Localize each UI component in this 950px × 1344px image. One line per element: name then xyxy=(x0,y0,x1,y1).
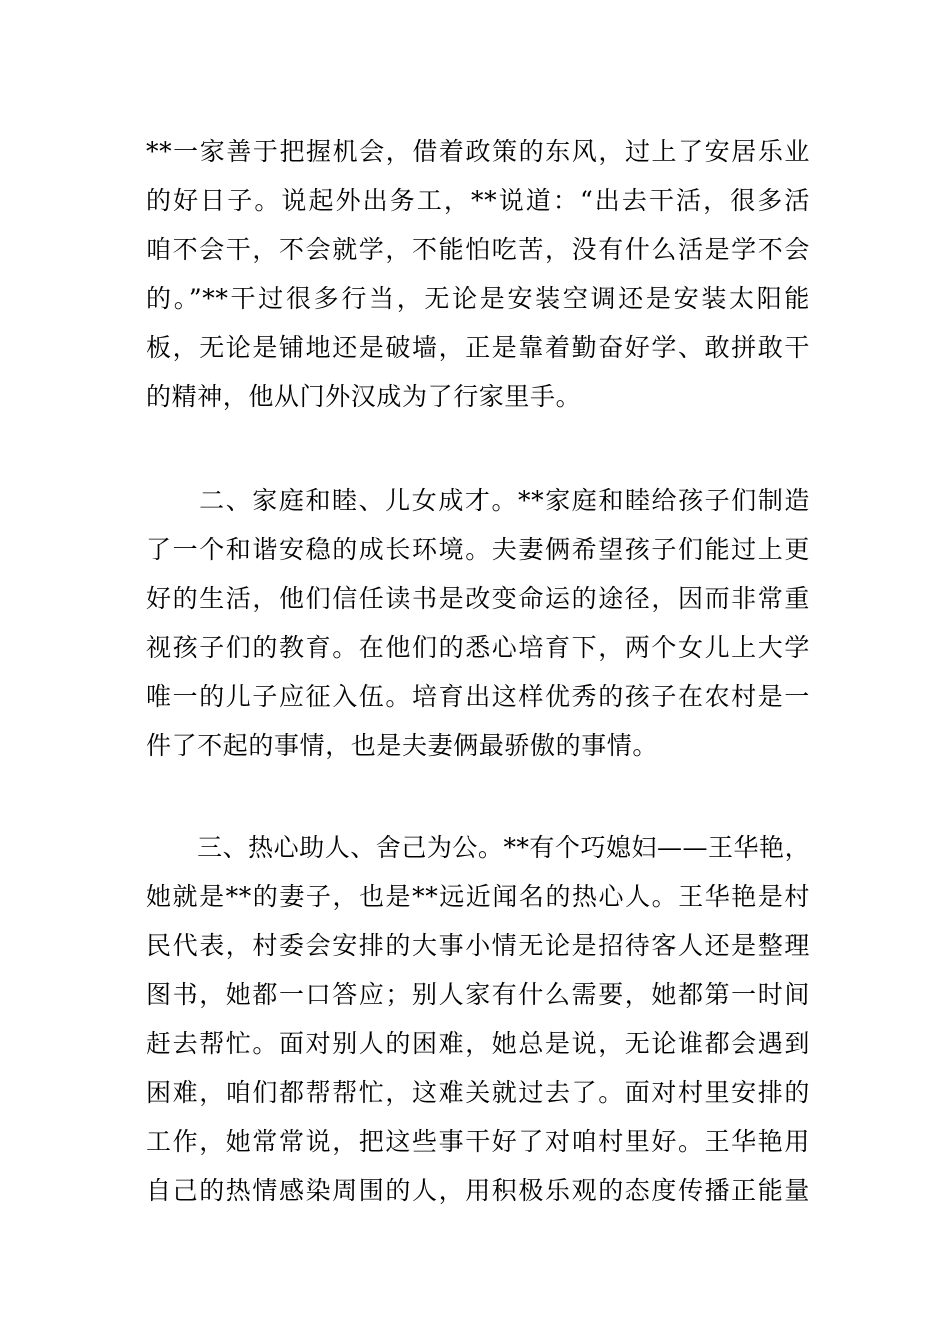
text-line: 的。”**干过很多行当，无论是安装空调还是安装太阳能 xyxy=(146,284,810,313)
paragraph-family-opportunity xyxy=(146,127,810,421)
text-line: 了一个和谐安稳的成长环境。夫妻俩希望孩子们能过上更 xyxy=(146,535,810,564)
text-line: 她就是**的妻子，也是**远近闻名的热心人。王华艳是村 xyxy=(146,882,810,911)
paragraph-family-harmony xyxy=(146,476,810,770)
text-line: 图书，她都一口答应；别人家有什么需要，她都第一时间 xyxy=(146,980,810,1009)
text-line: 民代表，村委会安排的大事小情无论是招待客人还是整理 xyxy=(146,931,810,960)
text-line: 工作，她常常说，把这些事干好了对咱村里好。王华艳用 xyxy=(146,1127,810,1156)
text-line: 二、家庭和睦、儿女成才。**家庭和睦给孩子们制造 xyxy=(146,486,810,515)
paragraph-helping-others xyxy=(146,823,810,1215)
text-line: 赶去帮忙。面对别人的困难，她总是说，无论谁都会遇到 xyxy=(146,1029,810,1058)
text-line: 好的生活，他们信任读书是改变命运的途径，因而非常重 xyxy=(146,584,810,613)
text-line: 板，无论是铺地还是破墙，正是靠着勤奋好学、敢拼敢干 xyxy=(146,333,810,362)
text-line: 困难，咱们都帮帮忙，这难关就过去了。面对村里安排的 xyxy=(146,1078,810,1107)
text-line: 的精神，他从门外汉成为了行家里手。 xyxy=(146,382,582,411)
text-line: 视孩子们的教育。在他们的悉心培育下，两个女儿上大学 xyxy=(146,633,810,662)
text-line: 自己的热情感染周围的人，用积极乐观的态度传播正能量 xyxy=(146,1176,810,1205)
text-line: 三、热心助人、舍己为公。**有个巧媳妇——王华艳， xyxy=(146,833,810,862)
text-line: **一家善于把握机会，借着政策的东风，过上了安居乐业 xyxy=(146,137,810,166)
text-line: 唯一的儿子应征入伍。培育出这样优秀的孩子在农村是一 xyxy=(146,682,810,711)
text-line: 件了不起的事情，也是夫妻俩最骄傲的事情。 xyxy=(146,731,659,760)
text-line: 咱不会干，不会就学，不能怕吃苦，没有什么活是学不会 xyxy=(146,235,810,264)
text-line: 的好日子。说起外出务工，**说道：“出去干活，很多活 xyxy=(146,186,810,215)
